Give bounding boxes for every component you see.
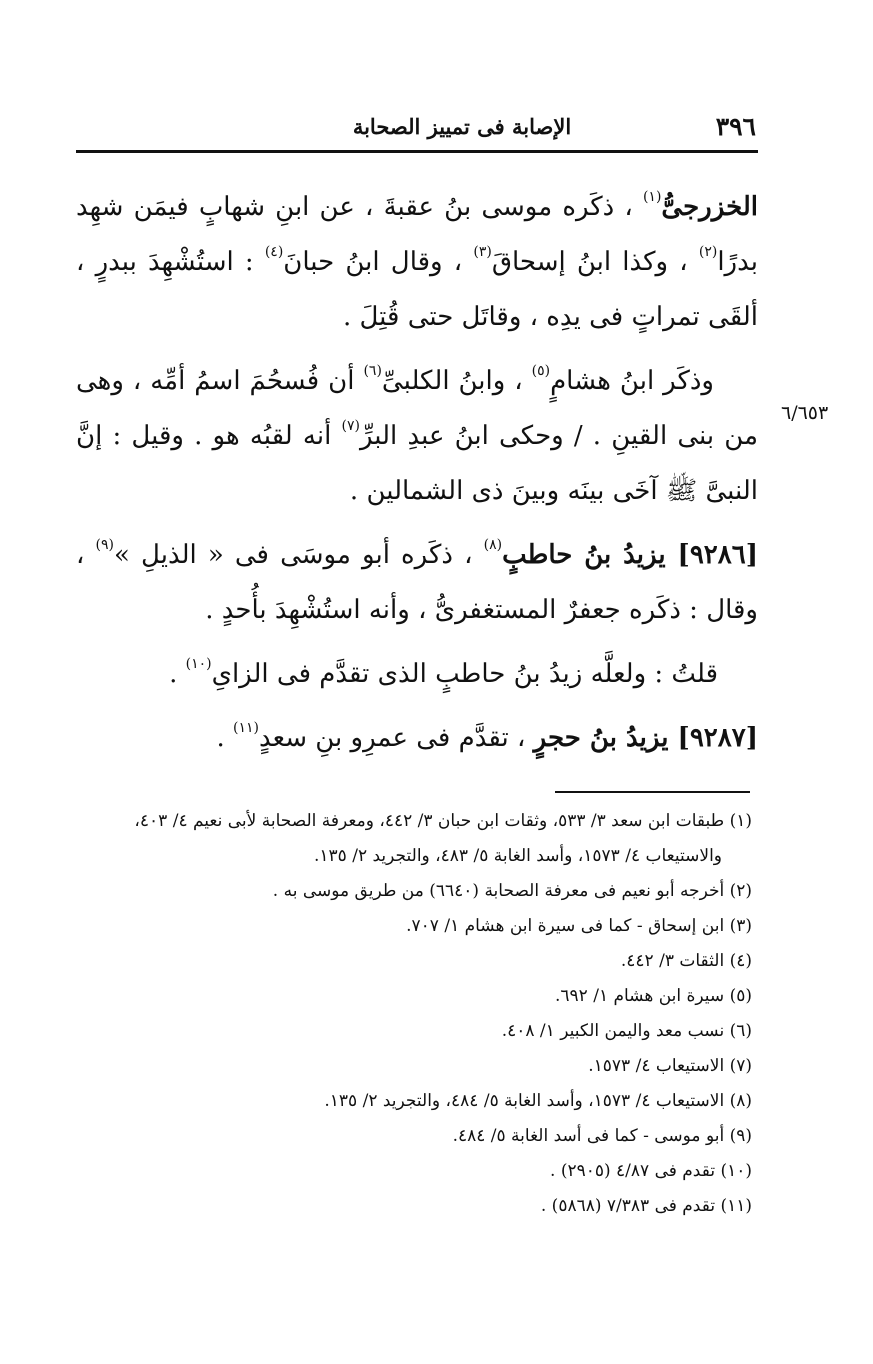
text-run: ، وقال : ذكَره جعفرٌ المستغفرىُّ ، وأنه استُشْهِدَ بأُحدٍ . [76, 540, 758, 625]
text-run: أنه لقبُه هو . وقيل : إنَّ النبىَّ ﷺ آخَى بينَه وبينَ ذى الشمالين . [76, 421, 758, 506]
entry-9287 [76, 711, 758, 766]
footnote-8: (٨) الاستيعاب ٤/ ١٥٧٣، وأسد الغابة ٥/ ٤٨٤، والتجريد ٢/ ١٣٥. [324, 1091, 752, 1111]
entry-heading: [٩٢٨٦] يزيدُ بنُ حاطبٍ [502, 540, 759, 570]
text-run: قلتُ : ولعلَّه زيدُ بنُ حاطبٍ الذى تقدَّم فى الزاىِ [211, 659, 718, 689]
footnotes [70, 806, 752, 1226]
margin-reference: ٦/٦٥٣ [781, 402, 829, 424]
text-run: . [216, 723, 234, 753]
footnote-9: (٩) أبو موسى - كما فى أسد الغابة ٥/ ٤٨٤. [452, 1126, 752, 1146]
footnote-marker: (٩) [95, 537, 114, 553]
text-run: ، وقال ابنُ حبانَ [283, 247, 474, 277]
footnote-marker: (٥) [531, 363, 551, 379]
entry-heading: [٩٢٨٧] يزيدُ بنُ حجرٍ [533, 723, 758, 753]
footnote-1-continued: والاستيعاب ٤/ ١٥٧٣، وأسد الغابة ٥/ ٤٨٣، والتجريد ٢/ ١٣٥. [314, 846, 722, 866]
text-run: وذكَر ابنُ هشامٍ [550, 366, 714, 396]
page-number: ٣٩٦ [715, 112, 756, 141]
footnote-marker: (٦) [363, 363, 382, 379]
footnote-10: (١٠) تقدم فى ٤/٨٧ (٢٩٠٥) . [550, 1161, 752, 1181]
paragraph-2 [76, 354, 758, 519]
paragraph-1 [76, 180, 758, 345]
header-rule [76, 150, 758, 153]
footnote-2: (٢) أخرجه أبو نعيم فى معرفة الصحابة (٦٦٤٠) من طريق موسى به . [272, 881, 752, 901]
footnote-11: (١١) تقدم فى ٧/٣٨٣ (٥٨٦٨) . [540, 1196, 752, 1216]
paragraph-note [76, 647, 758, 702]
footnote-marker: (٢) [698, 244, 718, 260]
footnote-marker: (١) [642, 189, 662, 205]
footnote-7: (٧) الاستيعاب ٤/ ١٥٧٣. [588, 1056, 752, 1076]
page-header [76, 112, 758, 142]
footnote-6: (٦) نسب معد واليمن الكبير ١/ ٤٠٨. [501, 1021, 752, 1041]
footnote-marker: (١٠) [185, 656, 212, 672]
text-run: ، ذكَره موسى بنُ عقبةَ ، عن ابنِ شهابٍ فيمَن شهِد بدرًا [76, 192, 758, 277]
text-run: ، وكذا ابنُ إسحاقَ [491, 247, 699, 277]
main-text [76, 180, 758, 766]
text-run: . [169, 659, 186, 689]
footnote-marker: (٤) [264, 244, 284, 260]
text-run: ، ذكَره أبو موسَى فى « الذيلِ » [113, 540, 484, 570]
running-title: الإصابة فى تمييز الصحابة [352, 114, 572, 139]
footnote-marker: (٣) [473, 244, 492, 260]
entry-9286 [76, 528, 758, 638]
footnote-marker: (٧) [341, 418, 360, 434]
text-run: : استُشْهِدَ ببدرٍ ، ألقَى تمراتٍ فى يدِه ، وقاتَل حتى قُتِلَ . [76, 247, 758, 332]
text-run: ، تقدَّم فى عمرِو بنِ سعدٍ [259, 723, 534, 753]
footnote-5: (٥) سيرة ابن هشام ١/ ٦٩٢. [554, 986, 752, 1006]
footnote-marker: (١١) [233, 720, 259, 736]
text-run: أن فُسحُمَ اسمُ أمِّه ، وهى من بنى القينِ . / وحكى ابنُ عبدِ البرِّ [76, 366, 758, 451]
footnote-4: (٤) الثقات ٣/ ٤٤٢. [620, 951, 752, 971]
footnote-rule [555, 791, 750, 793]
entry-name: الخزرجىُّ [661, 192, 758, 222]
text-run: ، وابنُ الكلبىِّ [381, 366, 532, 396]
footnote-3: (٣) ابن إسحاق - كما فى سيرة ابن هشام ١/ ٧٠٧. [406, 916, 752, 936]
footnote-marker: (٨) [483, 537, 503, 553]
footnote-1: (١) طبقات ابن سعد ٣/ ٥٣٣، وثقات ابن حبان ٣/ ٤٤٢، ومعرفة الصحابة لأبى نعيم ٤/ ٤٠٣، [134, 811, 752, 831]
